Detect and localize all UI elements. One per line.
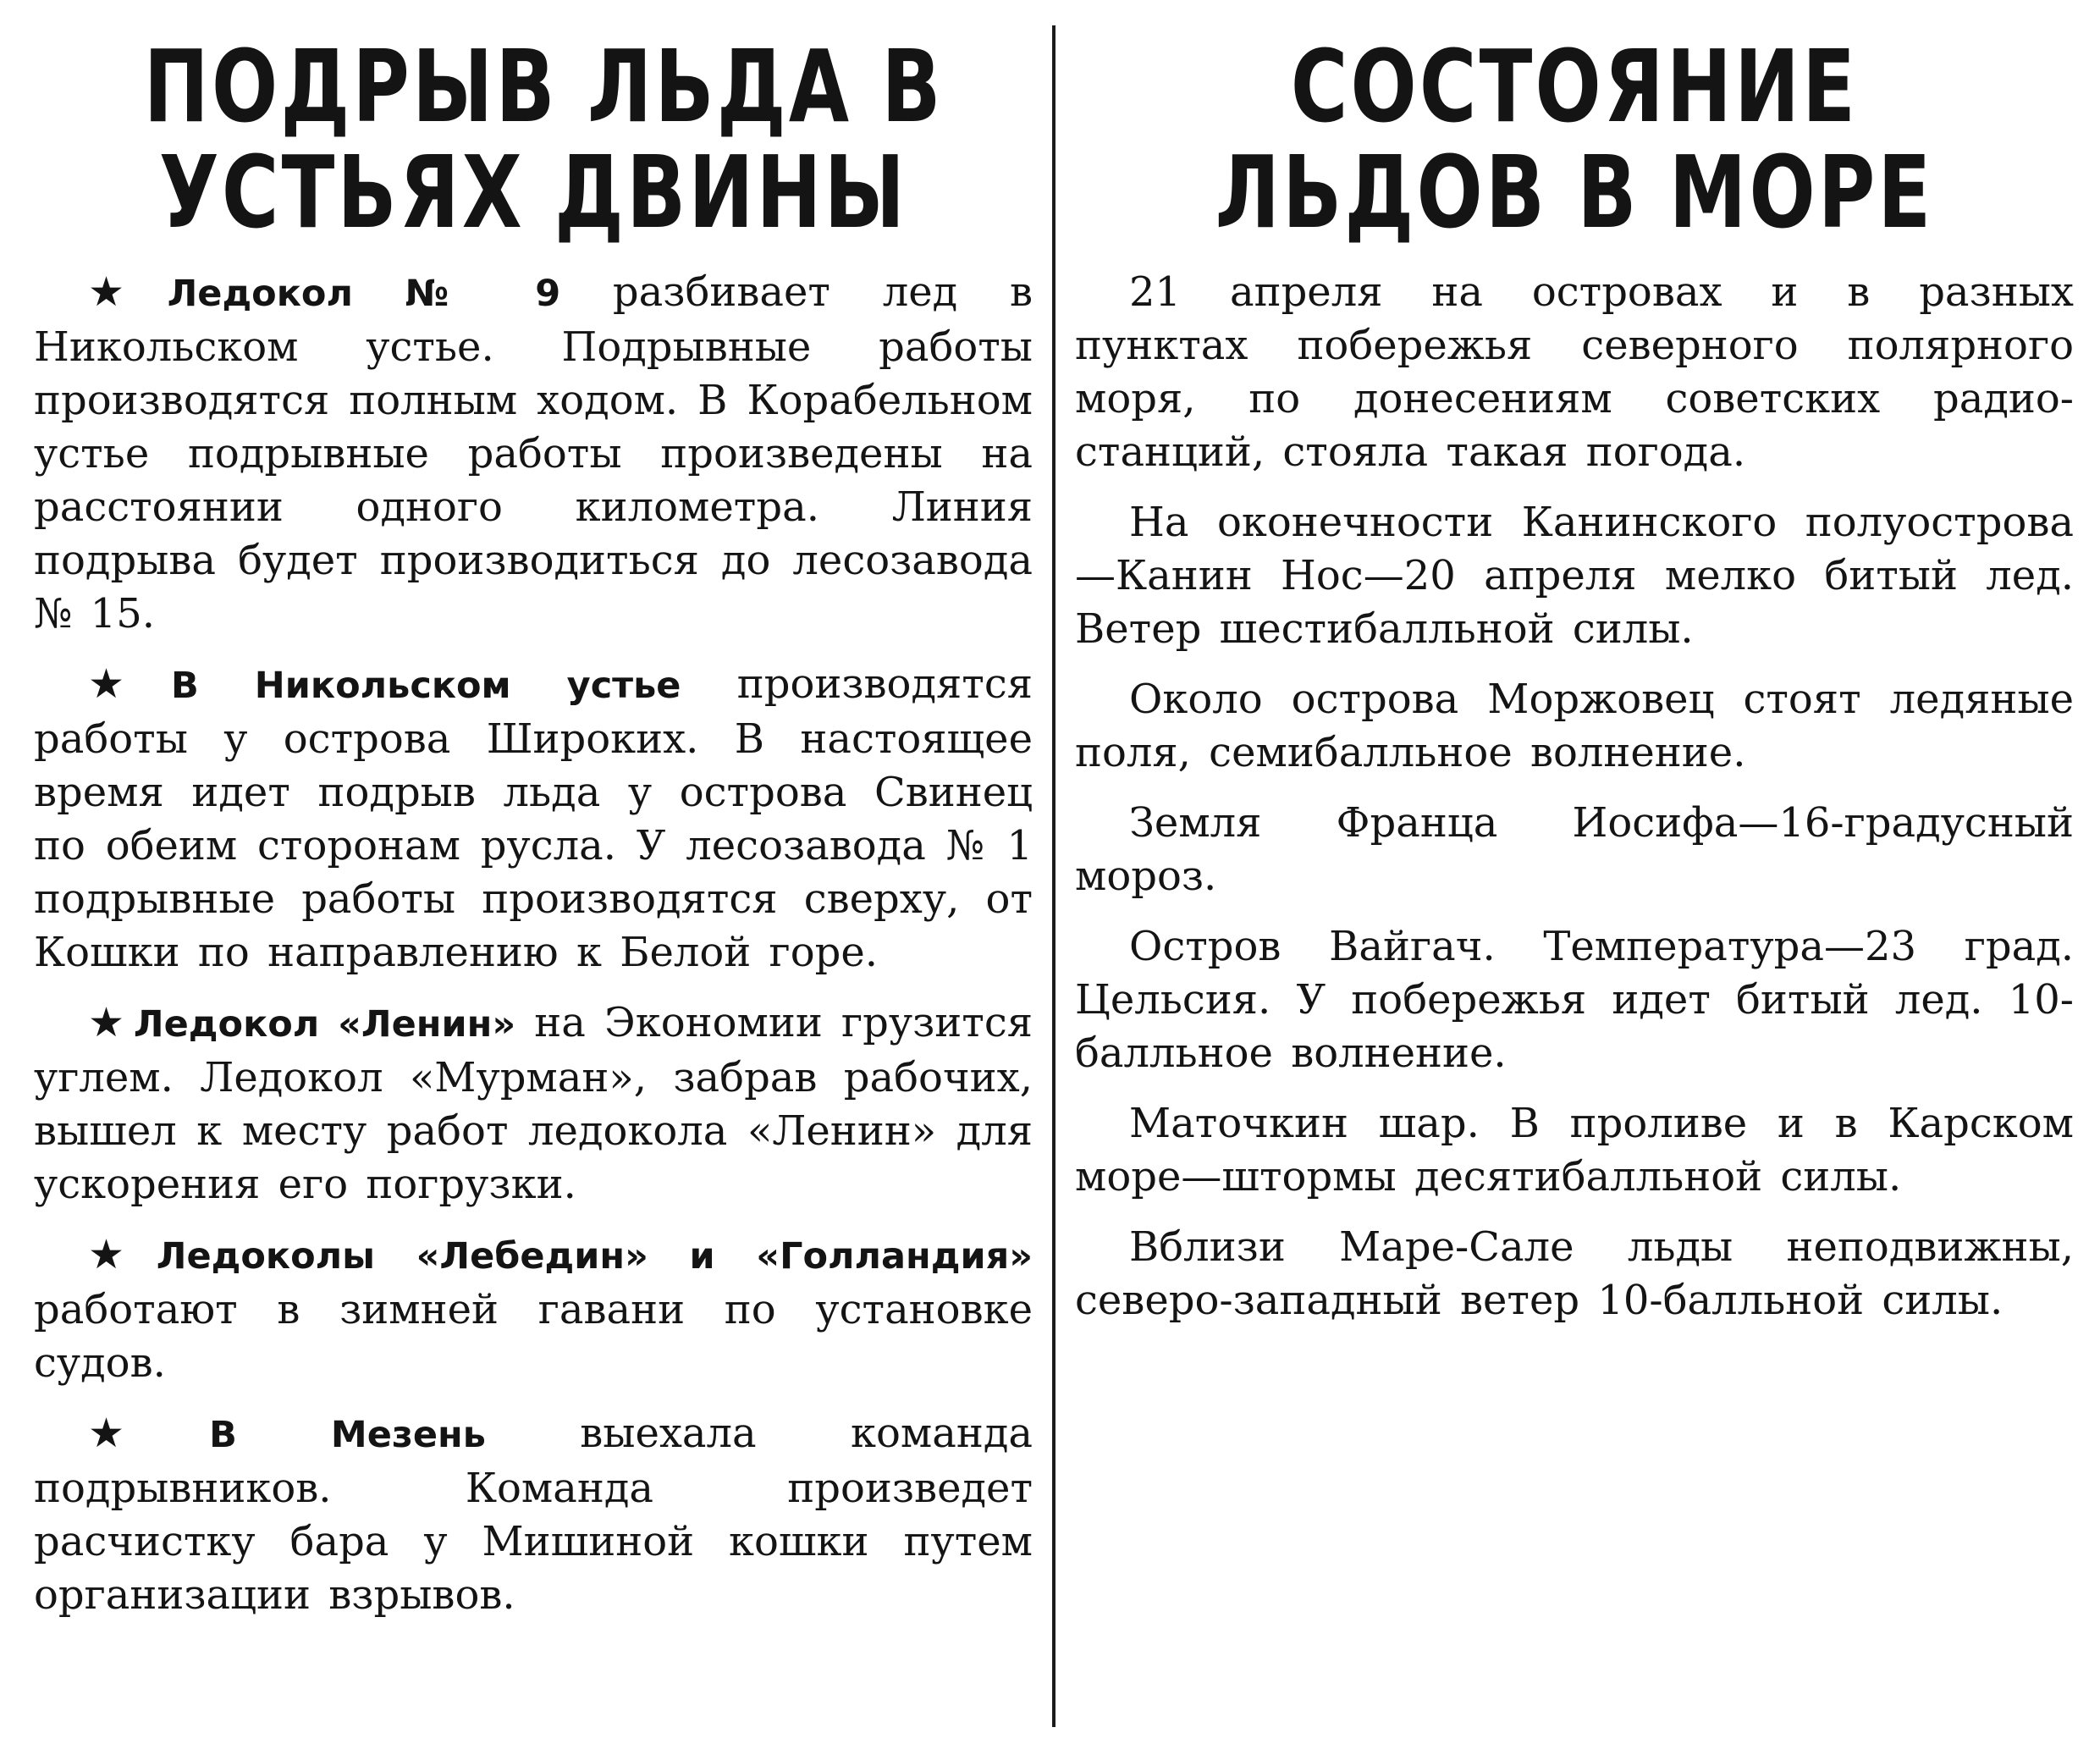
star-icon: ★ — [88, 268, 159, 316]
star-icon: ★ — [88, 1410, 201, 1457]
right-headline-line-1: СОСТОЯНИЕ — [1290, 28, 1859, 145]
right-paragraphs — [1075, 266, 2074, 1327]
left-items — [34, 266, 1033, 1622]
report-paragraph: Земля Франца Иосифа—16-градусный мороз. — [1075, 799, 2074, 900]
report-paragraph: На оконечности Канинского полуострова—Канин Нос—20 апреля мелко битый лед. Ветер шестибалльной силы. — [1075, 499, 2074, 653]
star-icon: ★ — [88, 1231, 148, 1278]
report-paragraph: Маточкин шар. В проливе и в Карском море—штормы десятибалльной силы. — [1075, 1100, 2074, 1200]
news-item-text: на Экономии грузится углем. Ледокол «Мурман», забрав рабочих, вышел к месту работ ледокола «Ленин» для ускорения его погрузки. — [34, 999, 1033, 1208]
news-item-lead: Ледоколы «Лебедин» и «Голландия» — [156, 1235, 1033, 1278]
report-paragraph: 21 апреля на островах и в разных пунктах побережья северного полярного моря, по донесениям советских радио-станций, стояла такая погода. — [1075, 268, 2074, 476]
star-icon: ★ — [88, 660, 163, 708]
right-article — [1075, 25, 2074, 1344]
news-item — [34, 996, 1033, 1211]
left-headline-line-2: УСТЬЯХ ДВИНЫ — [158, 134, 908, 251]
news-item-lead: Ледокол № 9 — [167, 273, 561, 315]
report-paragraph: Вблизи Маре-Сале льды неподвижны, северо-западный ветер 10-балльной силы. — [1075, 1223, 2074, 1324]
news-item — [34, 658, 1033, 980]
news-item — [34, 266, 1033, 641]
news-item-lead: В Мезень — [209, 1414, 486, 1456]
right-headline — [1185, 25, 1964, 251]
news-item-lead: Ледокол «Ленин» — [133, 1003, 516, 1046]
news-item — [34, 1407, 1033, 1622]
left-article — [34, 25, 1033, 1639]
left-headline — [143, 25, 944, 251]
news-item — [34, 1228, 1033, 1390]
left-headline-line-1: ПОДРЫВ ЛЬДА В — [143, 28, 944, 145]
news-item-text: разбивает лед в Никольском устье. Подрывные работы производятся полным ходом. В Корабельном устье подрывные работы произведены на расстоянии одного километра. Линия подрыва будет производиться до лесозавода № 15. — [34, 268, 1033, 637]
column-divider — [1052, 25, 1056, 1727]
news-item-text: производятся работы у острова Широких. В настоящее время идет подрыв льда у острова Свинец по обеим сторонам русла. У лесозавода № 1 подрывные работы производятся сверху, от Кошки по направлению к Белой горе. — [34, 660, 1033, 976]
news-item-lead: В Никольском устье — [171, 665, 681, 707]
star-icon: ★ — [88, 999, 125, 1046]
report-paragraph: Около острова Моржовец стоят ледяные поля, семибалльное волнение. — [1075, 676, 2074, 776]
right-headline-line-2: ЛЬДОВ В МОРЕ — [1215, 134, 1934, 251]
news-item-text: работают в зимней гавани по установке судов. — [34, 1286, 1033, 1387]
news-item-text: выехала команда подрывников. Команда произведет расчистку бара у Мишиной кошки путем организации взрывов. — [34, 1410, 1033, 1619]
report-paragraph: Остров Вайгач. Температура—23 град. Цельсия. У побережья идет битый лед. 10-балльное волнение. — [1075, 923, 2074, 1077]
